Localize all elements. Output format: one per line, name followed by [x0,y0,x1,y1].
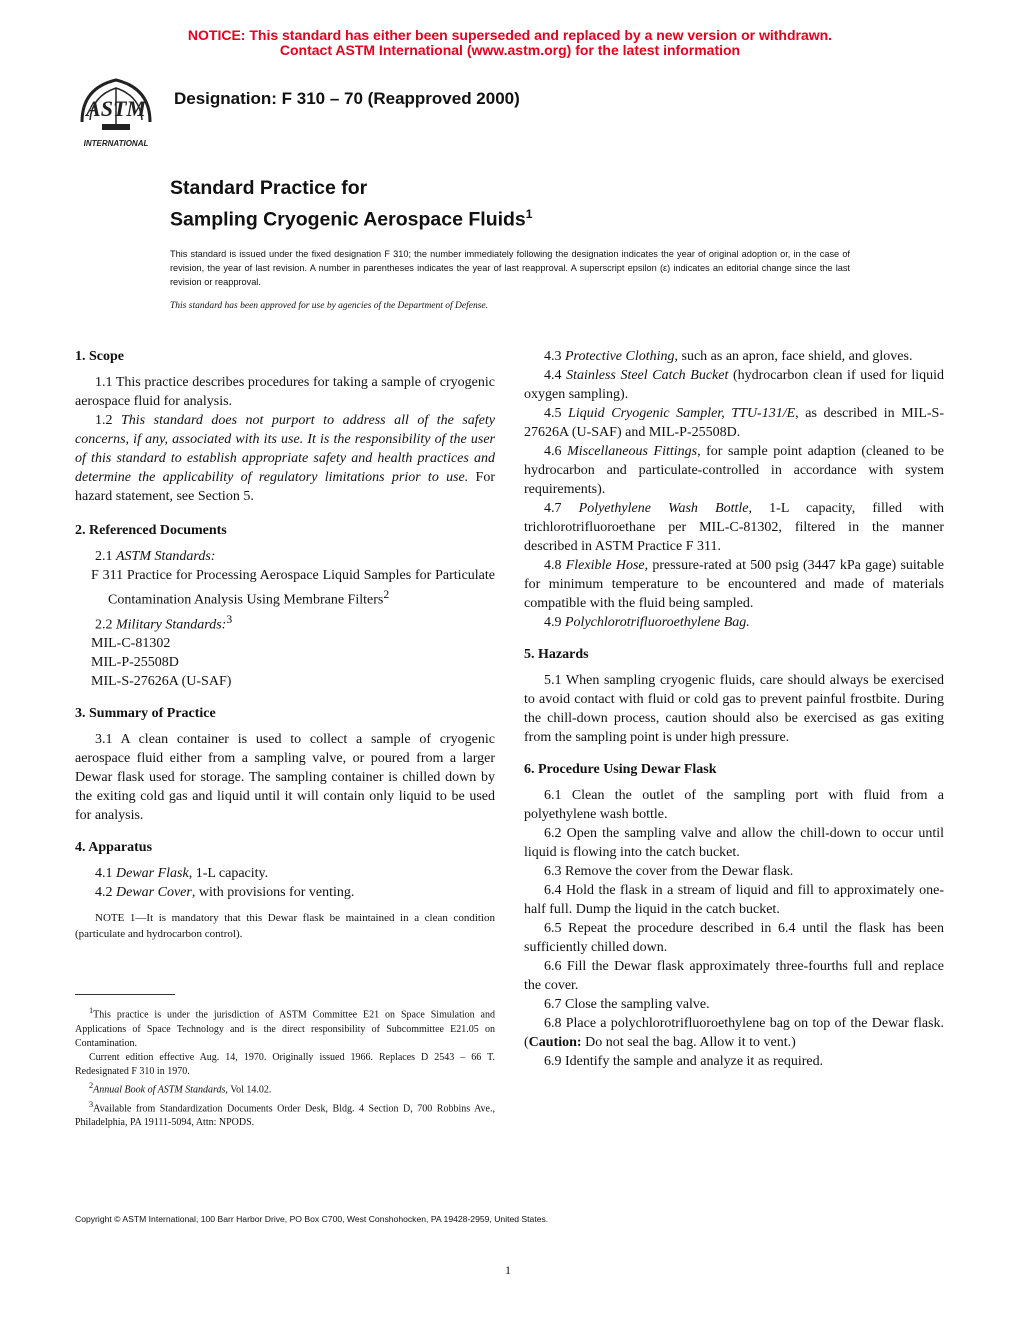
paragraph: 6.9 Identify the sample and analyze it as required. [544,1054,824,1069]
paragraph: 6.3 Remove the cover from the Dewar flask. [544,864,794,879]
title-line-1: Standard Practice for [170,177,368,199]
copyright: Copyright © ASTM International, 100 Barr Harbor Drive, PO Box C700, West Conshohocken, PA 19428-2959, United States. [75,1214,549,1224]
notice-line-1: NOTICE: This standard has either been superseded and replaced by a new version or withdrawn. [187,27,833,43]
paragraph: 6.7 Close the sampling valve. [544,997,710,1012]
left-column [75,347,495,942]
paragraph: 3.1 A clean container is used to collect a sample of cryogenic aerospace fluid either from a sampling valve, or poured from a larger Dewar flask used for storage. The sampling container is chilled down by the exiting cold gas and liquid until it will contain only liquid to be used for analysis. [75,732,495,824]
paragraph: 4.8 Flexible Hose, pressure-rated at 500 psig (3447 kPa gage) suitable for minimum temperature to be encountered and made of materials compatible with the fluid being sampled. [524,558,945,611]
paragraph: 6.5 Repeat the procedure described in 6.4 until the flask has been sufficiently chilled down. [524,921,944,955]
designation: Designation: F 310 – 70 (Reapproved 2000) [174,89,520,108]
footnote: $^3$Available from Standardization Documents Order Desk, Bldg. 4 Section D, 700 Robbins Ave., Philadelphia, PA 19111-5094, Attn: NPODS. [75,1099,495,1129]
paragraph: 5.1 When sampling cryogenic fluids, care should always be exercised to avoid contact with fluid or cold gas to prevent painful frostbite. During the chill-down process, caution should also be exercised as gas exiting from the sampling point is under high pressure. [524,673,944,745]
dod-approval: This standard has been approved for use by agencies of the Department of Defense. [170,301,489,311]
reference-item: MIL-C-81302 [91,636,171,652]
paragraph: 4.6 Miscellaneous Fittings, for sample point adaption (cleaned to be hydrocarbon and particulate-controlled in accordance with system requirements). [524,444,945,497]
paragraph: 6.8 Place a polychlorotrifluoroethylene bag on top of the Dewar flask. (Caution: Do not seal the bag. Allow it to vent.) [524,1016,944,1050]
paragraph: 4.7 Polyethylene Wash Bottle, 1-L capacity, filled with trichlorotrifluoroethane per MIL-C-81302, filtered in the manner described in ASTM Practice F 311. [524,501,944,554]
section-heading: 2. Referenced Documents [75,523,227,538]
title-line-2: Sampling Cryogenic Aerospace Fluids$^1$ [170,207,533,231]
section-heading: 5. Hazards [524,647,589,662]
intro-paragraph: This standard is issued under the fixed designation F 310; the number immediately following the designation indicates the year of original adoption or, in the case of revision, the year of last revision. A number in parentheses indicates the year of last reapproval. A superscript epsilon (ε) indicates an editorial change since the last revision or reapproval. [170,249,850,287]
notice-line-2: Contact ASTM International (www.astm.org) for the latest information [279,42,741,58]
paragraph: 4.9 Polychlorotrifluoroethylene Bag. [544,615,750,630]
footnotes [75,1004,495,1131]
section-heading: 1. Scope [75,349,124,364]
paragraph: 6.1 Clean the outlet of the sampling port with fluid from a polyethylene wash bottle. [524,788,944,822]
reference-item: MIL-P-25508D [91,655,179,671]
note: NOTE 1—It is mandatory that this Dewar flask be maintained in a clean condition (particulate and hydrocarbon control). [75,912,495,941]
section-heading: 3. Summary of Practice [75,706,216,722]
right-column [524,347,944,1071]
footnote: Current edition effective Aug. 14, 1970. Originally issued 1966. Replaces D 2543 – 66 T. Redesignated F 310 in 1970. [75,1051,495,1078]
logo-mark: ASTM [86,96,146,121]
paragraph: 6.4 Hold the flask in a stream of liquid and fill to approximately one-half full. Dump the liquid in the catch bucket. [524,883,944,917]
footnote: $^1$This practice is under the jurisdiction of ASTM Committee E21 on Space Simulation and Applications of Space Technology and is the direct responsibility of Subcommittee E21.05 on Contamination. [75,1006,495,1049]
paragraph: 4.4 Stainless Steel Catch Bucket (hydrocarbon clean if used for liquid oxygen sampling). [524,368,945,402]
section-heading: 4. Apparatus [75,840,153,856]
paragraph: 4.2 Dewar Cover, with provisions for venting. [95,885,355,901]
paragraph: 1.1 This practice describes procedures for taking a sample of cryogenic aerospace fluid for analysis. [75,375,495,409]
section-heading: 6. Procedure Using Dewar Flask [524,762,717,777]
astm-logo [72,74,162,150]
title-footnote-ref: 1 [525,207,533,221]
footnote: $^2$Annual Book of ASTM Standards, Vol 14.02. [89,1081,272,1096]
reference-item: F 311 Practice for Processing Aerospace Liquid Samples for Particulate Contamination Analysis Using Membrane Filters$^2$ [91,568,495,608]
paragraph: 4.1 Dewar Flask, 1-L capacity. [95,866,269,882]
logo-sub: INTERNATIONAL [83,139,149,148]
notice-banner [0,28,1020,58]
paragraph: 6.6 Fill the Dewar flask approximately three-fourths full and replace the cover. [524,959,944,993]
paragraph: 2.1 ASTM Standards: [95,549,216,564]
page-number: 1 [505,1263,511,1277]
paragraph: 4.3 Protective Clothing, such as an apron, face shield, and gloves. [544,349,913,364]
paragraph: 6.2 Open the sampling valve and allow the chill-down to occur until liquid is flowing into the catch bucket. [524,826,944,860]
reference-item: MIL-S-27626A (U-SAF) [91,674,232,690]
paragraph: 2.2 Military Standards:$^3$ [95,612,233,633]
paragraph: 1.2 This standard does not purport to address all of the safety concerns, if any, associated with its use. It is the responsibility of the user of this standard to establish appropriate safety and health practices and determine the applicability of regulatory limitations prior to use. For hazard statement, see Section 5. [75,413,495,504]
footnote-divider [75,994,175,995]
paragraph: 4.5 Liquid Cryogenic Sampler, TTU-131/E, as described in MIL-S-27626A (U-SAF) and MIL-P-25508D. [524,406,944,440]
document-title [170,175,532,233]
